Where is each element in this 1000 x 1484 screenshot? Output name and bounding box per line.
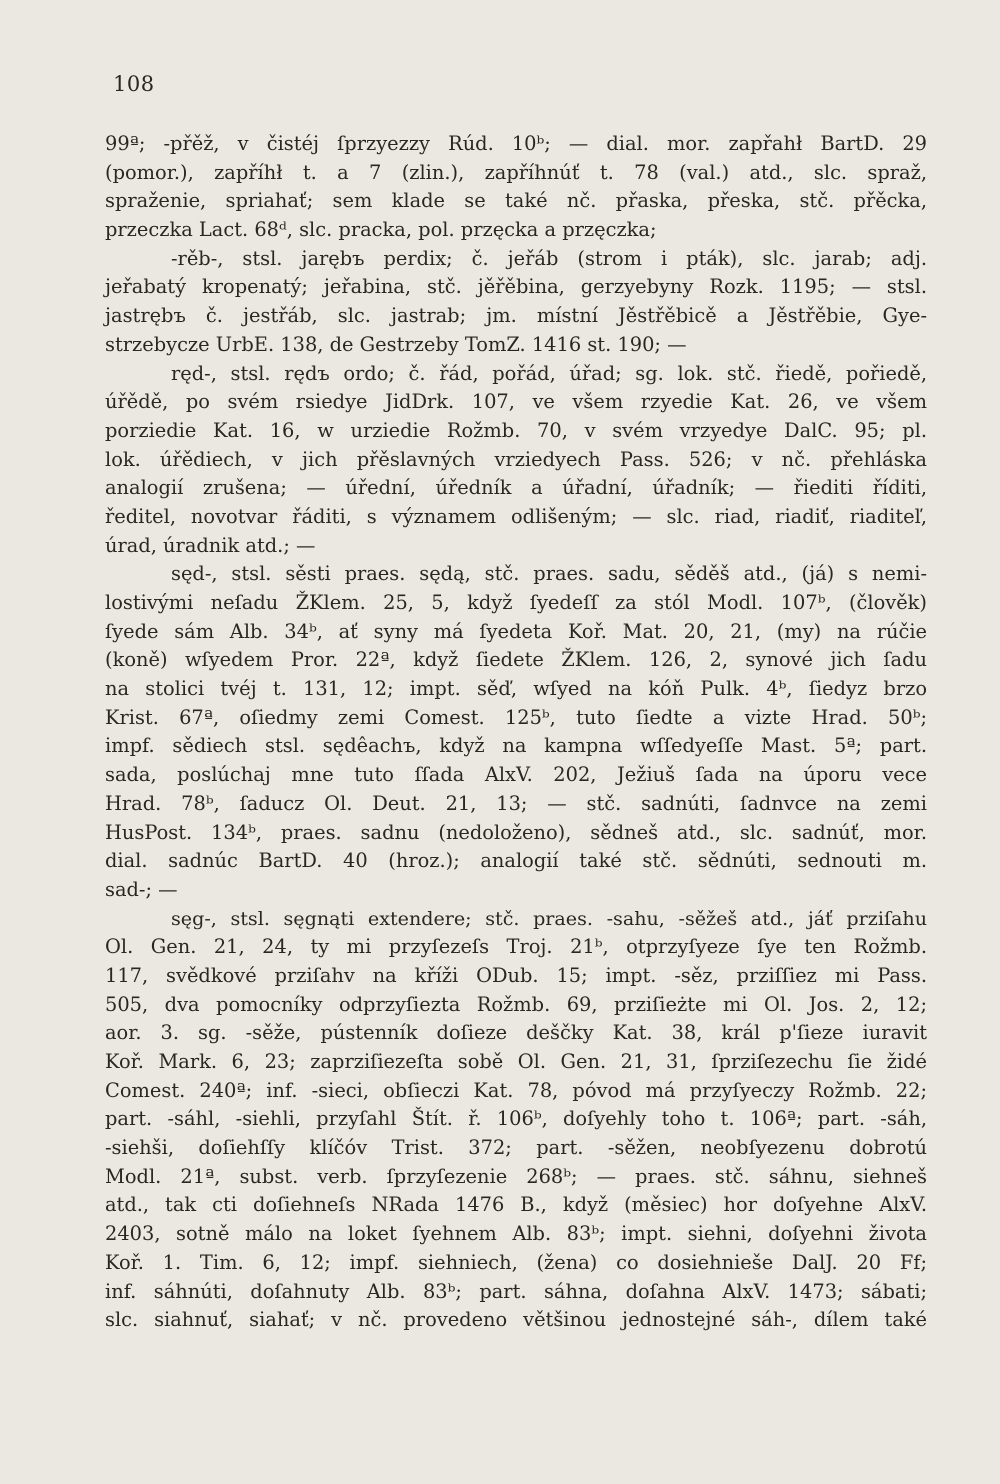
text-line: 99ª; -přěž, v čistéj ſprzyezzy Rúd. 10ᵇ; — dial. mor. zapřahł BartD. 29: [105, 132, 927, 155]
text-line: úřědě, po svém rsiedye JidDrk. 107, ve všem rzyedie Kat. 26, ve všem: [105, 390, 927, 414]
text-line: -rěb-, stsl. jarębъ perdix; č. jeřáb (strom i pták), slc. jarab; adj.: [171, 246, 927, 270]
text-line: Modl. 21ª, subst. verb. ſprzyſezenie 268ᵇ; — praes. stč. sáhnu, siehneš: [105, 1164, 927, 1188]
text-line: przeczka Lact. 68ᵈ, slc. pracka, pol. przęcka a przęczka;: [105, 218, 657, 242]
text-line: 505, dva pomocníky odprzyſiezta Rožmb. 69, prziſieżte mi Ol. Jos. 2, 12;: [105, 992, 927, 1016]
text-line: Koř. 1. Tim. 6, 12; impf. siehniech, (žena) co dosiehnieše DalJ. 20 Ff;: [105, 1250, 927, 1274]
text-line: sęg-, stsl. sęgnąti extendere; stč. praes. -sahu, -sěžeš atd., jáť prziſahu: [171, 906, 927, 930]
text-line: na stolici tvéj t. 131, 12; impt. sěď, wſyed na kóň Pulk. 4ᵇ, ſiedyz brzo: [105, 677, 927, 701]
text-line: analogií zrušena; — úřední, úředník a úřadní, úřadník; — řiediti říditi,: [105, 476, 927, 500]
text-line: porziedie Kat. 16, w urziedie Rožmb. 70, v svém vrzyedye DalC. 95; pl.: [105, 418, 927, 442]
text-line: dial. sadnúc BartD. 40 (hroz.); analogií také stč. sědnúti, sednouti m.: [105, 849, 927, 873]
text-line: (koně) wſyedem Pror. 22ª, když ſiedete ŽKlem. 126, 2, synové jich ſadu: [105, 648, 927, 672]
text-line: impf. sědiech stsl. sędêachъ, když na kampna wſſedyeſſe Mast. 5ª; part.: [105, 734, 927, 758]
text-line: (pomor.), zapříhł t. a 7 (zlin.), zapříhnúť t. 78 (val.) atd., slc. spraž,: [105, 160, 927, 184]
text-line: Hrad. 78ᵇ, ſaducz Ol. Deut. 21, 13; — stč. sadnúti, ſadnvce na zemi: [105, 791, 927, 815]
text-line: atd., tak cti doſiehneſs NRada 1476 B., když (měsiec) hor doſyehne AlxV.: [105, 1193, 927, 1217]
text-line: sęd-, stsl. sěsti praes. sędą, stč. praes. sadu, sěděš atd., (já) s nemi-: [171, 562, 927, 586]
text-line: HusPost. 134ᵇ, praes. sadnu (nedoloženo), sědneš atd., slc. sadnúť, mor.: [105, 820, 927, 844]
text-line: Comest. 240ª; inf. -sieci, obſieczi Kat. 78, póvod má przyſyeczy Rožmb. 22;: [105, 1078, 927, 1102]
text-line: Ol. Gen. 21, 24, ty mi przyſezeſs Troj. 21ᵇ, otprzyſyeze ſye ten Rožmb.: [105, 935, 927, 959]
page-number: 108: [113, 72, 155, 96]
text-line: jeřabatý kropenatý; jeřabina, stč. jěřěbina, gerzyebyny Rozk. 1195; — stsl.: [105, 275, 927, 299]
text-line: slc. siahnuť, siahať; v nč. provedeno většinou jednostejné sáh-, dílem také: [105, 1308, 927, 1332]
text-line: lostivými neſadu ŽKlem. 25, 5, když ſyedeſſ za stól Modl. 107ᵇ, (člověk): [105, 591, 927, 614]
text-line: ſyede sám Alb. 34ᵇ, ať syny má ſyedeta Koř. Mat. 20, 21, (my) na rúčie: [105, 619, 927, 643]
text-line: úrad, úradnik atd.; —: [105, 533, 316, 557]
text-line: ředitel, novotvar řáditi, s významem odlišeným; — slc. riad, riadiť, riaditeľ,: [105, 504, 927, 528]
text-line: Koř. Mark. 6, 23; zaprziſiezeſta sobě Ol. Gen. 21, 31, ſprziſezechu ſie židé: [105, 1050, 927, 1073]
text-line: jastrębъ č. jestřáb, slc. jastrab; jm. místní Jěstřěbicě a Jěstřěbie, Gye-: [105, 304, 927, 328]
text-line: sprаženie, spriahať; sem klade se také nč. přaska, přeska, stč. přěcka,: [105, 189, 927, 213]
text-line: 2403, sotně málo na loket ſyehnem Alb. 83ᵇ; impt. siehni, doſyehni života: [105, 1222, 927, 1246]
text-line: lok. úřědiech, v jich přěslavných vrziedyech Pass. 526; v nč. přehláska: [105, 447, 927, 471]
text-line: Krist. 67ª, oſiedmy zemi Comest. 125ᵇ, tuto ſiedte a vizte Hrad. 50ᵇ;: [105, 705, 927, 729]
text-line: sad-; —: [105, 877, 178, 901]
text-line: strzebycze UrbE. 138, de Gestrzeby TomZ. 1416 st. 190; —: [105, 332, 687, 356]
text-line: part. -sáhl, -siehli, przyſahl Štít. ř. 106ᵇ, doſyehly toho t. 106ª; part. -sáh,: [105, 1107, 927, 1131]
text-line: sada, poslúchaj mne tuto ſſada AlxV. 202, Ježiuš ſada na úporu vece: [105, 763, 927, 787]
body-text: [105, 130, 927, 1335]
text-line: inf. sáhnúti, doſahnuty Alb. 83ᵇ; part. sáhna, doſahna AlxV. 1473; sábati;: [105, 1279, 927, 1303]
text-line: ręd-, stsl. rędъ ordo; č. řád, pořád, úřad; sg. lok. stč. řiedě, pořiedě,: [171, 361, 927, 385]
text-line: -siehši, doſiehſſy klíčóv Trist. 372; part. -sěžen, neobſyezenu dobrotú: [105, 1136, 927, 1160]
text-line: 117, svědkové prziſahv na kříži ODub. 15; impt. -sěz, prziſſiez mi Pass.: [105, 963, 927, 987]
text-line: aor. 3. sg. -sěže, pústenník doſieze deščky Kat. 38, král p'ſieze iuravit: [105, 1021, 927, 1045]
